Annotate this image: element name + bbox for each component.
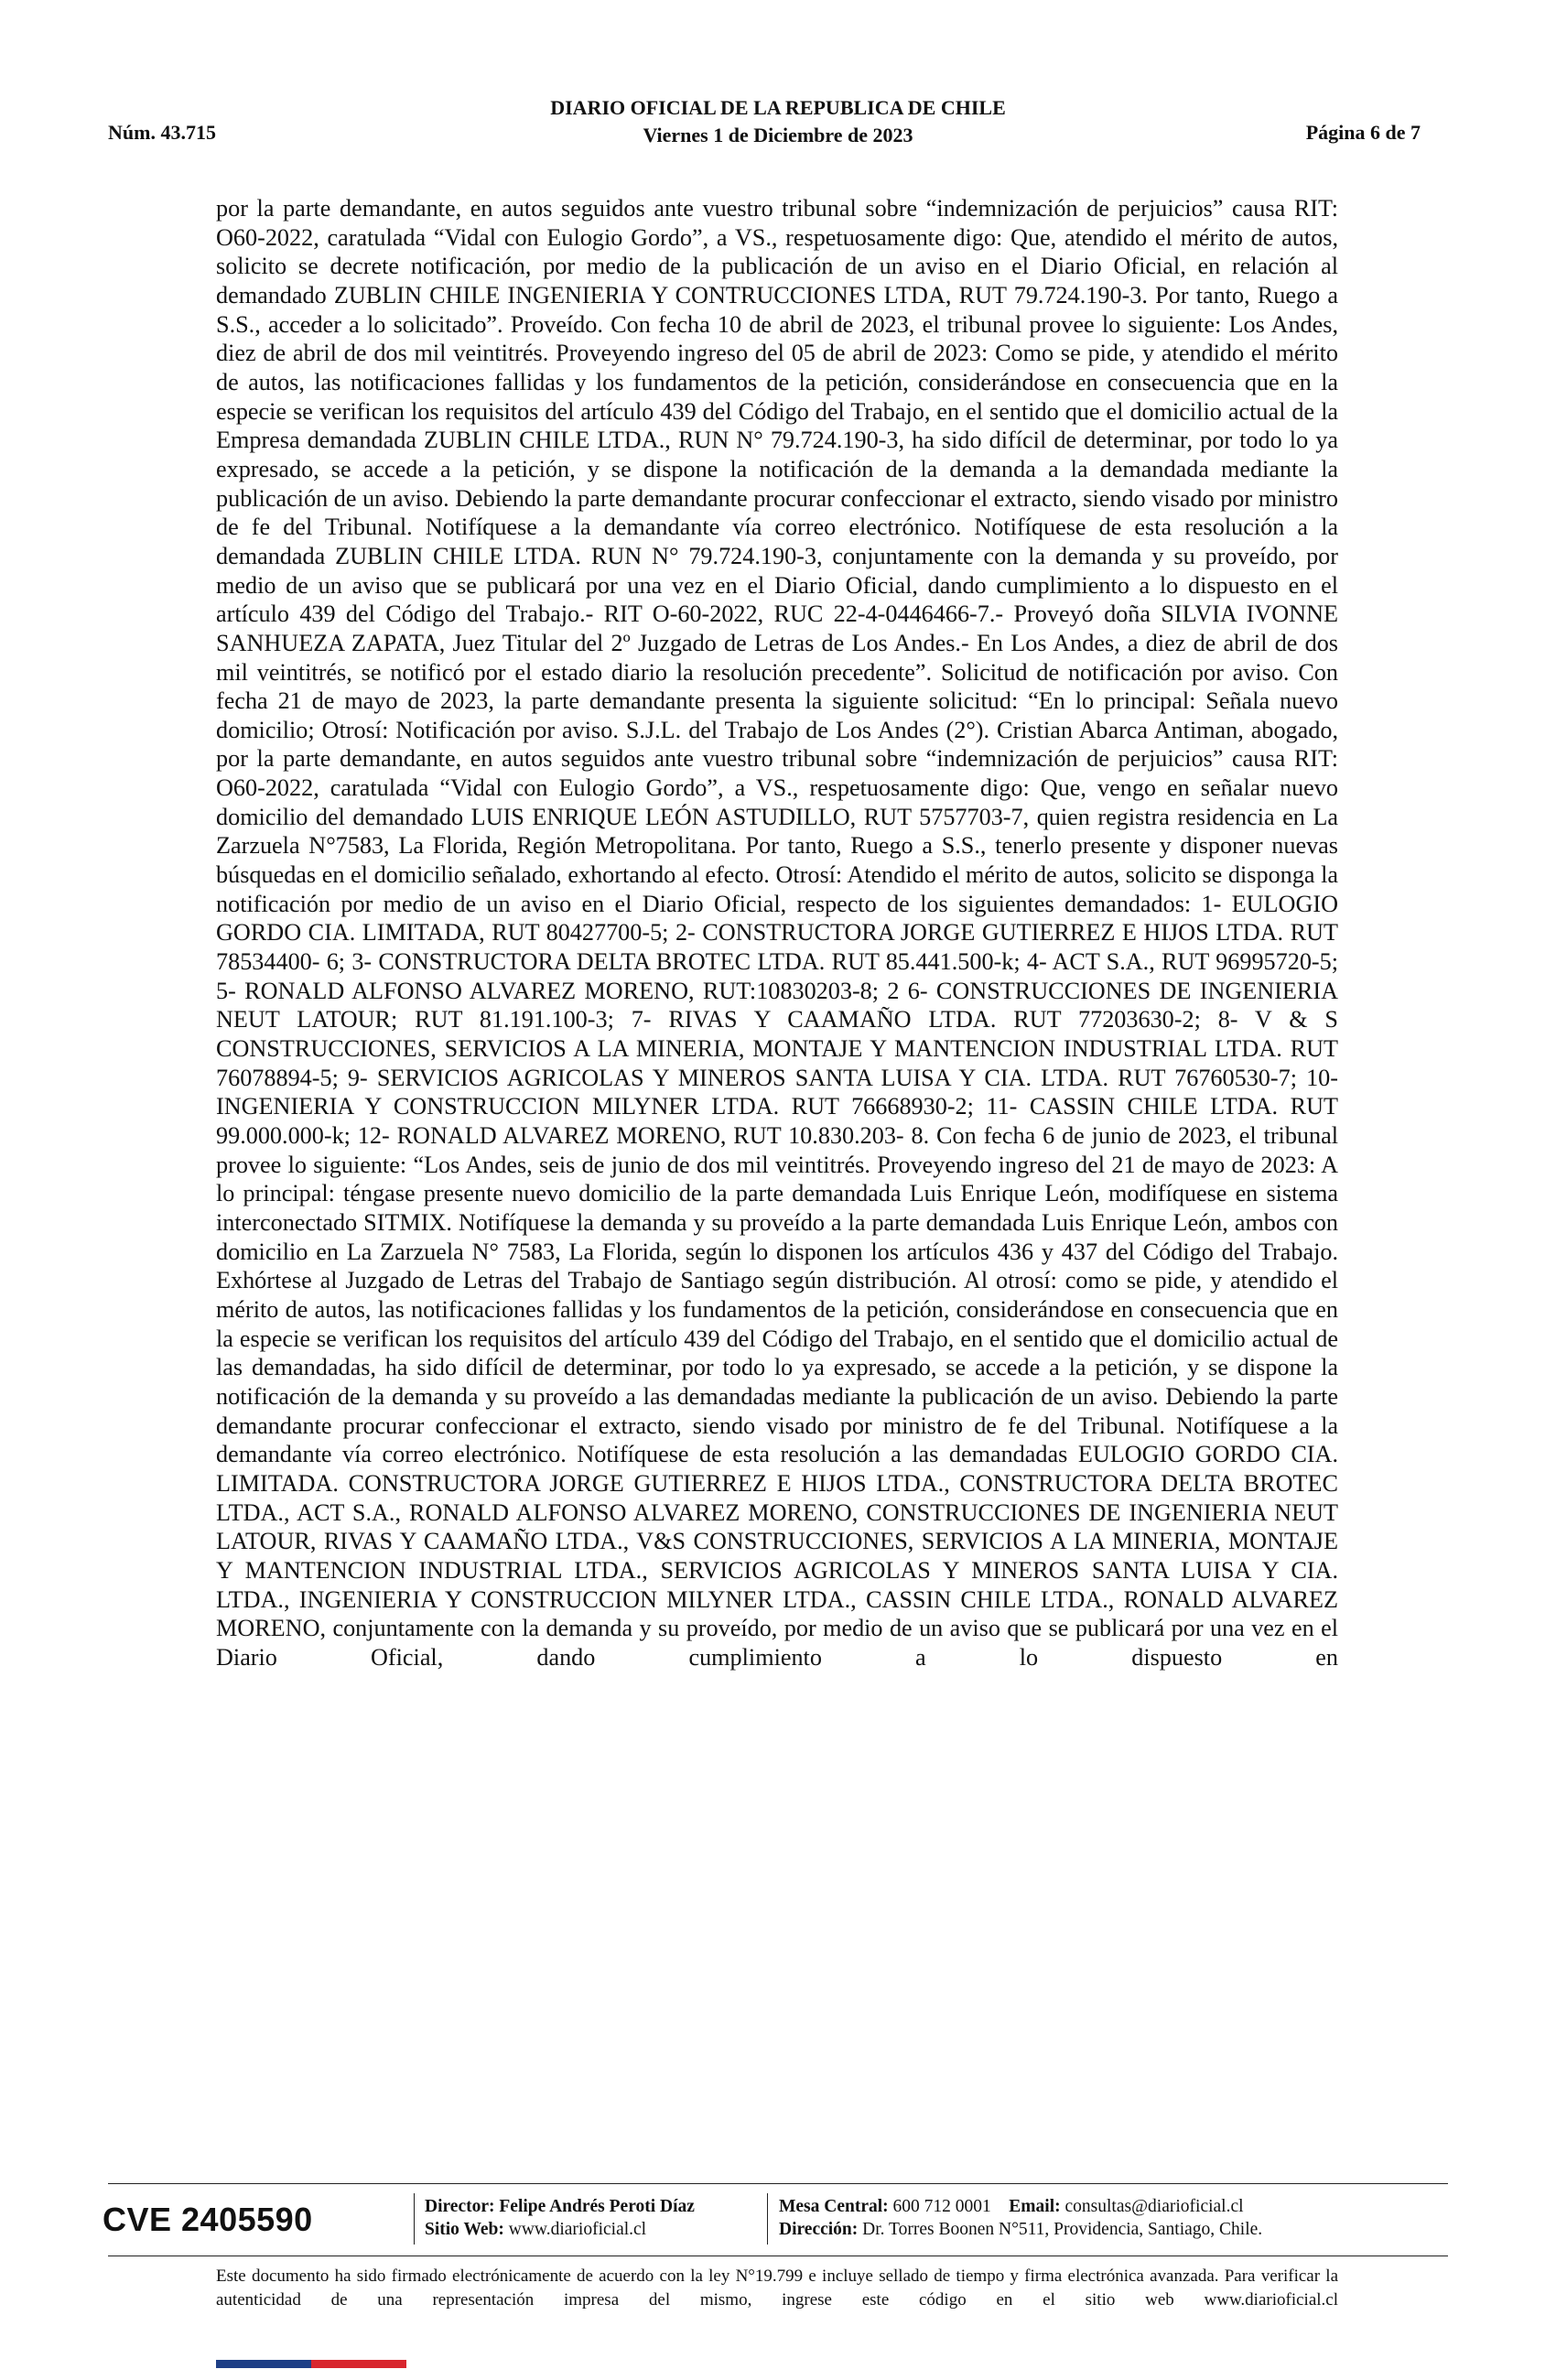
footer-divider-top xyxy=(108,2183,1448,2184)
footer-director-block xyxy=(425,2195,695,2241)
email-link[interactable]: consultas@diarioficial.cl xyxy=(1064,2197,1244,2216)
page-number: Página 6 de 7 xyxy=(1305,121,1421,144)
body-text: por la parte demandante, en autos seguidos ante vuestro tribunal sobre “indemnización de perjuicios” causa RIT: O60-2022, caratulada “Vidal con Eulogio Gordo”, a VS., respetuosamente digo: Que, atendido el mérito de autos, solicito se decrete notificación, por medio de la publicación de un aviso en el Diario Oficial, en relación al demandado ZUBLIN CHILE INGENIERIA Y CONTRUCCIONES LTDA, RUT 79.724.190-3. Por tanto, Ruego a S.S., acceder a lo solicitado”. Proveído. Con fecha 10 de abril de 2023, el tribunal provee lo siguiente: Los Andes, diez de abril de dos mil veintitrés. Proveyendo ingreso del 05 de abril de 2023: Como se pide, y atendido el mérito de autos, las notificaciones fallidas y los fundamentos de la petición, considerándose en consecuencia que en la especie se verifican los requisitos del artículo 439 del Código del Trabajo, en el sentido que el domicilio actual de la Empresa demandada ZUBLIN CHILE LTDA., RUN N° 79.724.190-3, ha sido difícil de determinar, por todo lo ya expresado, se accede a la petición, y se dispone la notificación de la demanda a la demandada mediante la publicación de un aviso. Debiendo la parte demandante procurar confeccionar el extracto, siendo visado por ministro de fe del Tribunal. Notifíquese a la demandante vía correo electrónico. Notifíquese de esta resolución a la demandada ZUBLIN CHILE LTDA. RUN N° 79.724.190-3, conjuntamente con la demanda y su proveído, por medio de un aviso que se publicará por una vez en el Diario Oficial, dando cumplimiento a lo dispuesto en el artículo 439 del Código del Trabajo.- RIT O-60-2022, RUC 22-4-0446466-7.- Proveyó doña SILVIA IVONNE SANHUEZA ZAPATA, Juez Titular del 2º Juzgado de Letras de Los Andes.- En Los Andes, a diez de abril de dos mil veintitrés, se notificó por el estado diario la resolución precedente”. Solicitud de notificación por aviso. Con fecha 21 de mayo de 2023, la parte demandante presenta la siguiente solicitud: “En lo principal: Señala nuevo domicilio; Otrosí: Notificación por aviso. S.J.L. del Trabajo de Los Andes (2°). Cristian Abarca Antiman, abogado, por la parte demandante, en autos seguidos ante vuestro tribunal sobre “indemnización de perjuicios” causa RIT: O60-2022, caratulada “Vidal con Eulogio Gordo”, a VS., respetuosamente digo: Que, vengo en señalar nuevo domicilio del demandado LUIS ENRIQUE LEÓN ASTUDILLO, RUT 5757703-7, quien registra residencia en La Zarzuela N°7583, La Florida, Región Metropolitana. Por tanto, Ruego a S.S., tenerlo presente y disponer nuevas búsquedas en el domicilio señalado, exhortando al efecto. Otrosí: Atendido el mérito de autos, solicito se disponga la notificación por medio de un aviso en el Diario Oficial, respecto de los siguientes demandados: 1- EULOGIO GORDO CIA. LIMITADA, RUT 80427700-5; 2- CONSTRUCTORA JORGE GUTIERREZ E HIJOS LTDA. RUT 78534400- 6; 3- CONSTRUCTORA DELTA BROTEC LTDA. RUT 85.441.500-k; 4- ACT S.A., RUT 96995720-5; 5- RONALD ALFONSO ALVAREZ MORENO, RUT:10830203-8; 2 6- CONSTRUCCIONES DE INGENIERIA NEUT LATOUR; RUT 81.191.100-3; 7- RIVAS Y CAAMAÑO LTDA. RUT 77203630-2; 8- V & S CONSTRUCCIONES, SERVICIOS A LA MINERIA, MONTAJE Y MANTENCION INDUSTRIAL LTDA. RUT 76078894-5; 9- SERVICIOS AGRICOLAS Y MINEROS SANTA LUISA Y CIA. LTDA. RUT 76760530-7; 10- INGENIERIA Y CONSTRUCCION MILYNER LTDA. RUT 76668930-2; 11- CASSIN CHILE LTDA. RUT 99.000.000-k; 12- RONALD ALVAREZ MORENO, RUT 10.830.203- 8. Con fecha 6 de junio de 2023, el tribunal provee lo siguiente: “Los Andes, seis de junio de dos mil veintitrés. Proveyendo ingreso del 21 de mayo de 2023: A lo principal: téngase presente nuevo domicilio de la parte demandada Luis Enrique León, modifíquese en sistema interconectado SITMIX. Notifíquese la demanda y su proveído a la parte demandada Luis Enrique León, ambos con domicilio en La Zarzuela N° 7583, La Florida, según lo disponen los artículos 436 y 437 del Código del Trabajo. Exhórtese al Juzgado de Letras del Trabajo de Santiago según distribución. Al otrosí: como se pide, y atendido el mérito de autos, las notificaciones fallidas y los fundamentos de la petición, considerándose en consecuencia que en la especie se verifican los requisitos del artículo 439 del Código del Trabajo, en el sentido que el domicilio actual de las demandadas, ha sido difícil de determinar, por todo lo ya expresado, se accede a la petición, y se dispone la notificación de la demanda y su proveído a las demandadas mediante la publicación de un aviso. Debiendo la parte demandante procurar confeccionar el extracto, siendo visado por ministro de fe del Tribunal. Notifíquese a la demandante vía correo electrónico. Notifíquese de esta resolución a las demandadas EULOGIO GORDO CIA. LIMITADA. CONSTRUCTORA JORGE GUTIERREZ E HIJOS LTDA., CONSTRUCTORA DELTA BROTEC LTDA., ACT S.A., RONALD ALFONSO ALVAREZ MORENO, CONSTRUCCIONES DE INGENIERIA NEUT LATOUR, RIVAS Y CAAMAÑO LTDA., V&S CONSTRUCCIONES, SERVICIOS A LA MINERIA, MONTAJE Y MANTENCION INDUSTRIAL LTDA., SERVICIOS AGRICOLAS Y MINEROS SANTA LUISA Y CIA. LTDA., INGENIERIA Y CONSTRUCCION MILYNER LTDA., CASSIN CHILE LTDA., RONALD ALVAREZ MORENO, conjuntamente con la demanda y su proveído, por medio de un aviso que se publicará por una vez en el Diario Oficial, dando cumplimiento a lo dispuesto en xyxy=(216,195,1338,1671)
footer-contact-block xyxy=(779,2195,1262,2241)
address-label: Dirección: xyxy=(779,2220,859,2239)
email-label: Email: xyxy=(1009,2197,1061,2216)
website-label: Sitio Web: xyxy=(425,2220,504,2239)
director-name: Felipe Andrés Peroti Díaz xyxy=(499,2197,695,2216)
newspaper-title: DIARIO OFICIAL DE LA REPUBLICA DE CHILE xyxy=(550,96,1006,119)
mesa-central-phone: 600 712 0001 xyxy=(892,2197,991,2216)
director-label: Director: xyxy=(425,2197,495,2216)
address-value: Dr. Torres Boonen N°511, Providencia, Santiago, Chile. xyxy=(862,2220,1263,2239)
website-link[interactable]: www.diarioficial.cl xyxy=(508,2220,647,2239)
flag-stripe-blue xyxy=(216,2360,311,2368)
footer-separator xyxy=(414,2193,415,2245)
flag-stripe-red xyxy=(311,2360,406,2368)
signature-disclaimer: Este documento ha sido firmado electrónicamente de acuerdo con la ley N°19.799 e incluye sellado de tiempo y firma electrónica avanzada. Para verificar la autenticidad de una representación impresa del mismo, ingrese este código en el sitio web www.diarioficial.cl xyxy=(216,2266,1338,2310)
issue-date: Viernes 1 de Diciembre de 2023 xyxy=(643,124,913,146)
footer-separator xyxy=(767,2193,768,2245)
cve-code: CVE 2405590 xyxy=(103,2201,313,2238)
issue-number: Núm. 43.715 xyxy=(108,121,216,144)
mesa-central-label: Mesa Central: xyxy=(779,2197,889,2216)
